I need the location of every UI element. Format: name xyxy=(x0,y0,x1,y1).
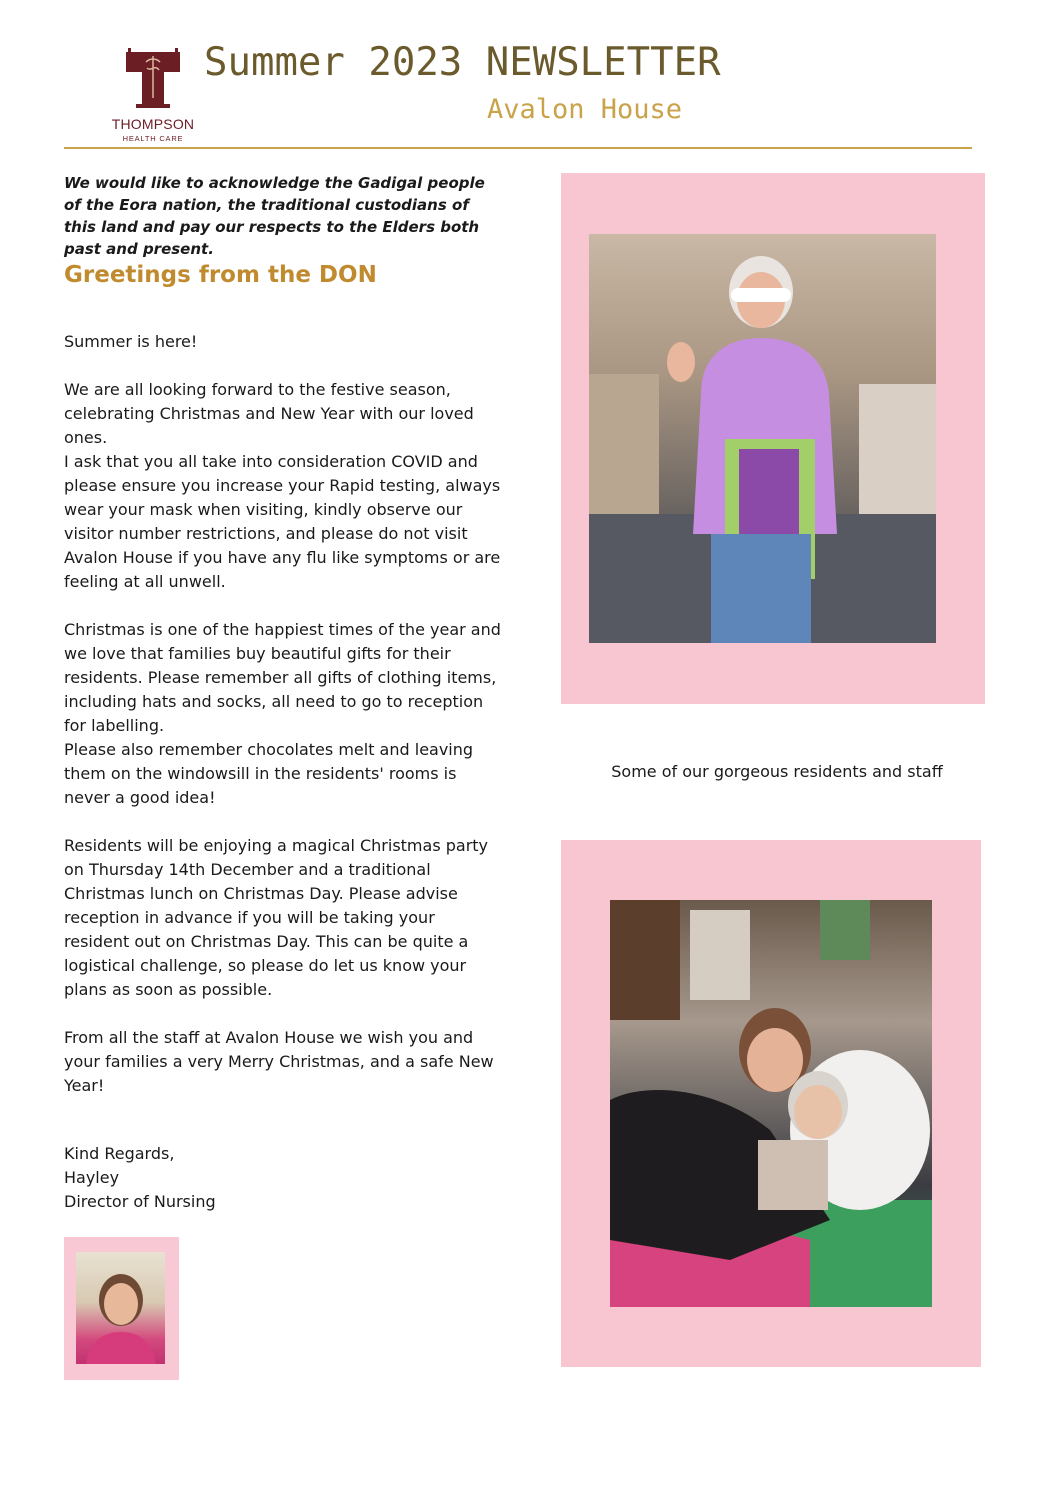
signoff: Kind Regards, xyxy=(64,1144,175,1163)
newsletter-title: Summer 2023 NEWSLETTER xyxy=(204,40,721,85)
staff-hugging-resident-illustration-icon xyxy=(610,900,932,1307)
portrait-person-icon xyxy=(76,1252,165,1364)
resident-with-bag-illustration-icon xyxy=(589,234,936,643)
thompson-logo xyxy=(100,48,206,146)
logo-subtitle: HEALTH CARE xyxy=(122,134,184,143)
resident-photo-frame-2 xyxy=(561,840,981,1367)
logo-name: THOMPSON xyxy=(111,116,195,132)
newsletter-subtitle: Avalon House xyxy=(487,94,683,125)
resident-photo-frame-1 xyxy=(561,173,985,704)
paragraph: Residents will be enjoying a magical Christmas party on Thursday 14th December and a traditional Christmas lunch on Christmas Day. Please advise reception in advance if you will be taking your resident out on Christmas Day. This can be quite a logistical challenge, so please do let us know your plans as soon as possible. xyxy=(64,836,489,999)
header-divider xyxy=(64,147,972,149)
resident-photo-2 xyxy=(610,900,932,1307)
signer-name: Hayley xyxy=(64,1168,120,1187)
photo-caption: Some of our gorgeous residents and staff xyxy=(611,762,943,781)
signer-role: Director of Nursing xyxy=(64,1192,216,1211)
director-portrait-photo xyxy=(76,1252,165,1364)
paragraph: We are all looking forward to the festive season, celebrating Christmas and New Year with our loved ones. I ask that you all take into consideration COVID and please ensure you increase your Rapid testing, always wear your mask when visiting, kindly observe our visitor number restrictions, and please do not visit Avalon House if you have any flu like symptoms or are feeling at all unwell. xyxy=(64,380,501,591)
greeting-heading: Greetings from the DON xyxy=(64,262,377,288)
director-portrait-frame xyxy=(64,1237,179,1380)
greeting-body xyxy=(64,330,504,1098)
signature-block xyxy=(64,1142,216,1214)
paragraph: Christmas is one of the happiest times of the year and we love that families buy beautiful gifts for their residents. Please remember all gifts of clothing items, including hats and socks, all need to go to reception for labelling. Please also remember chocolates melt and leaving them on the windowsill in the residents' rooms is never a good idea! xyxy=(64,620,501,807)
acknowledgement-block xyxy=(64,172,504,260)
paragraph: Summer is here! xyxy=(64,332,198,351)
resident-photo-1 xyxy=(589,234,936,643)
paragraph: From all the staff at Avalon House we wish you and your families a very Merry Christmas, and a safe New Year! xyxy=(64,1028,494,1095)
thompson-t-emblem-icon xyxy=(124,48,182,110)
acknowledgement-text: We would like to acknowledge the Gadigal people of the Eora nation, the traditional custodians of this land and pay our respects to the Elders both past and present. xyxy=(64,174,485,258)
